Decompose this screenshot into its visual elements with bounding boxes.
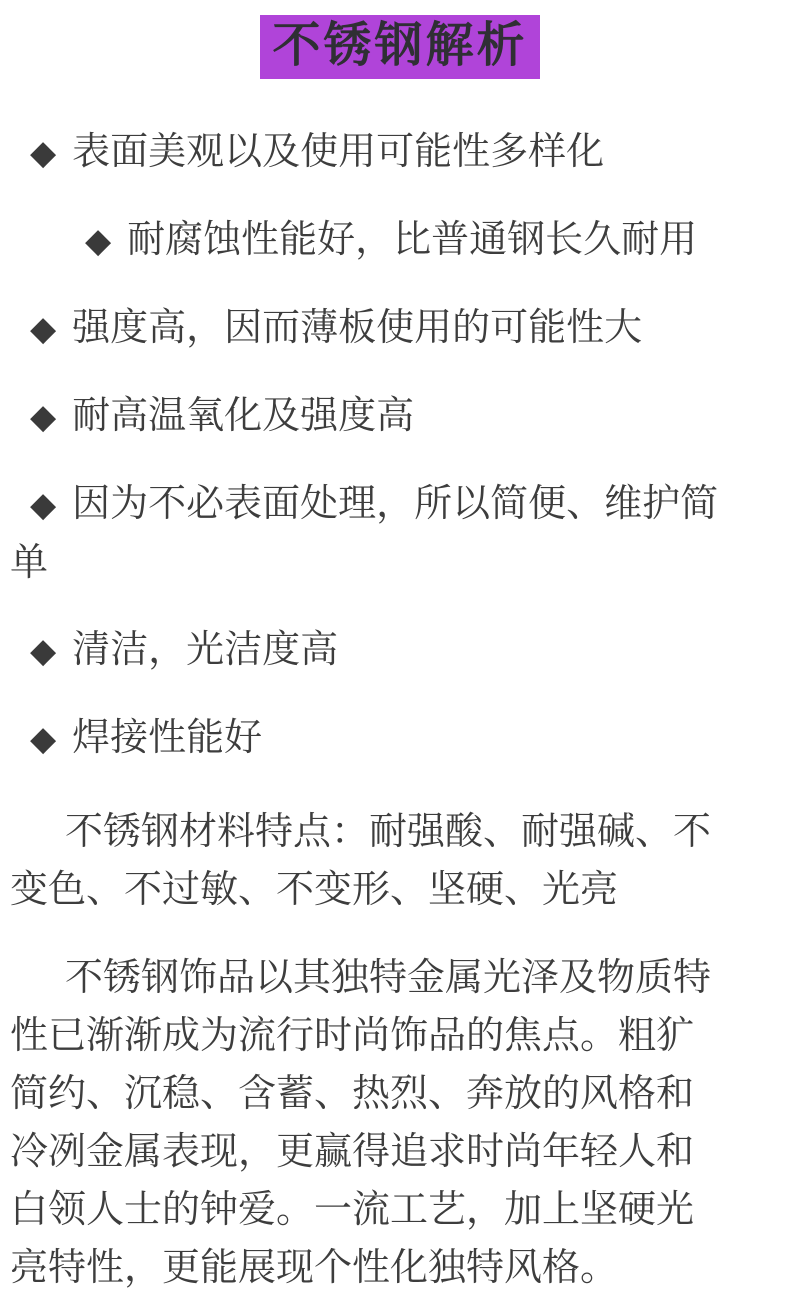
page-title: 不锈钢解析 (260, 15, 539, 79)
paragraph-material-features (10, 803, 790, 919)
bullet-item-weldability (10, 709, 790, 768)
diamond-bullet-icon: ◆ (30, 398, 57, 437)
bullet-text: 清洁，光洁度高 (72, 629, 339, 672)
bullet-text: 因为不必表面处理，所以简便、维护简 (72, 483, 719, 526)
bullet-text: 强度高，因而薄板使用的可能性大 (72, 307, 643, 350)
bullet-item-maintenance (10, 475, 790, 592)
bullet-text: 焊接性能好 (72, 717, 263, 760)
bullet-text: 耐高温氧化及强度高 (72, 395, 415, 438)
paragraph-line: 亮特性，更能展现个性化独特风格。 (10, 1247, 619, 1290)
paragraph-line: 简约、沉稳、含蓄、热烈、奔放的风格和 (10, 1073, 695, 1116)
diamond-bullet-icon: ◆ (30, 134, 57, 173)
bullet-text: 表面美观以及使用可能性多样化 (72, 131, 605, 174)
bullet-item-cleanliness (10, 621, 790, 680)
bullet-item-corrosion (10, 211, 790, 270)
paragraph-jewelry-style (10, 949, 790, 1297)
paragraph-line: 不锈钢饰品以其独特金属光泽及物质特 (65, 957, 712, 1000)
diamond-bullet-icon: ◆ (85, 222, 112, 261)
bullet-text: 耐腐蚀性能好，比普通钢长久耐用 (127, 219, 698, 262)
diamond-bullet-icon: ◆ (30, 720, 57, 759)
paragraph-line: 白领人士的钟爱。一流工艺，加上坚硬光 (10, 1189, 695, 1232)
diamond-bullet-icon: ◆ (30, 486, 57, 525)
paragraph-line: 性已渐渐成为流行时尚饰品的焦点。粗犷 (10, 1015, 695, 1058)
bullet-item-surface (10, 123, 790, 182)
paragraph-line: 变色、不过敏、不变形、坚硬、光亮 (10, 869, 619, 912)
bullet-item-strength (10, 299, 790, 358)
diamond-bullet-icon: ◆ (30, 310, 57, 349)
paragraph-line: 不锈钢材料特点：耐强酸、耐强碱、不 (65, 811, 712, 854)
bullet-text-continuation: 单 (10, 542, 49, 585)
title-container (10, 15, 790, 79)
diamond-bullet-icon: ◆ (30, 632, 57, 671)
bullet-item-heat-resistance (10, 387, 790, 446)
paragraph-line: 冷冽金属表现，更赢得追求时尚年轻人和 (10, 1131, 695, 1174)
